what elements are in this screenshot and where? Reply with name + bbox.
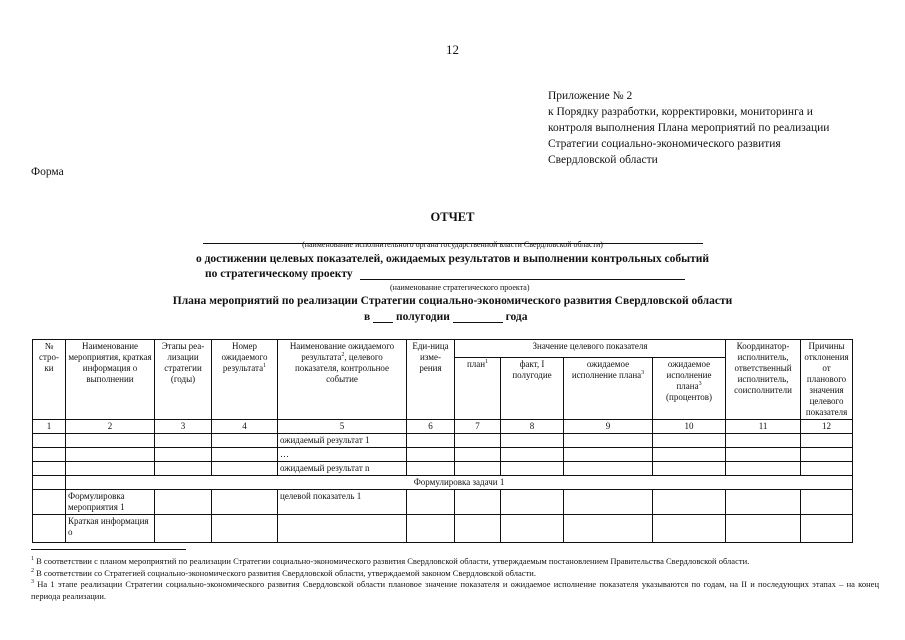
table-row <box>33 448 853 462</box>
header-cell: Наименование ожидаемого результата$^2$, целевого показателя, контрольное событие <box>278 340 407 420</box>
header-cell: Координатор-исполнитель, ответственный исполнитель, соисполнители <box>726 340 801 420</box>
expected-result-cell: ожидаемый результат n <box>278 462 407 476</box>
project-blank <box>360 269 685 280</box>
brief-info-cell: Краткая информация о <box>66 515 155 543</box>
number-cell: 7 <box>455 420 501 434</box>
table-row <box>33 462 853 476</box>
period-in: в <box>364 311 371 323</box>
footnote-divider <box>31 549 186 550</box>
number-cell: 6 <box>407 420 455 434</box>
table-row <box>33 515 853 543</box>
plan-line: Плана мероприятий по реализации Стратегии социально-экономического развития Свердловской области <box>172 295 733 307</box>
header-cell: Причины отклонения от планового значения целевого показателя <box>801 340 853 420</box>
number-cell: 4 <box>212 420 278 434</box>
appendix-line: контроля выполнения Плана мероприятий по реализации <box>548 122 830 134</box>
header-group-cell: Значение целевого показателя <box>455 340 726 358</box>
page-number: 12 <box>446 42 459 57</box>
number-cell: 9 <box>564 420 653 434</box>
form-label: Форма <box>31 166 64 178</box>
ellipsis-cell: … <box>278 448 407 462</box>
task-row <box>33 476 853 490</box>
number-cell: 12 <box>801 420 853 434</box>
table-row <box>33 490 853 515</box>
report-table <box>32 339 853 543</box>
appendix-line: Свердловской области <box>548 154 658 166</box>
header-cell: Наименование мероприятия, краткая информация о выполнении <box>66 340 155 420</box>
year-blank <box>453 312 503 323</box>
project-label: по стратегическому проекту <box>205 268 353 280</box>
header-cell: ожидаемое исполнение плана$^3$ (процентов) <box>653 358 726 420</box>
task-formulation-cell: Формулировка задачи 1 <box>66 476 853 490</box>
period-line <box>364 311 528 323</box>
number-row <box>33 420 853 434</box>
authority-caption: (наименование исполнительного органа государственной власти Свердловской области) <box>302 240 603 249</box>
header-row <box>33 340 853 358</box>
project-line <box>205 268 685 280</box>
appendix-line: к Порядку разработки, корректировки, мониторинга и <box>548 106 813 118</box>
appendix-line: Стратегии социально-экономического развития <box>548 138 781 150</box>
header-cell: Номер ожидаемого результата$^1$ <box>212 340 278 420</box>
event-formulation-cell: Формулировка мероприятия 1 <box>66 490 155 515</box>
header-cell: ожидаемое исполнение плана$^3$ <box>564 358 653 420</box>
number-cell: 5 <box>278 420 407 434</box>
footnote: $^3$ На 1 этапе реализации Стратегии социально-экономического развития Свердловской области плановое значение показателя и ожидаемое исполнение показателя указываются по годам, на II и последующих этапах – на конец периода реализации. <box>31 579 880 601</box>
header-cell: план$^1$ <box>455 358 501 420</box>
period-half: полугодии <box>395 311 450 323</box>
expected-result-cell: ожидаемый результат 1 <box>278 434 407 448</box>
project-caption: (наименование стратегического проекта) <box>390 283 530 292</box>
number-cell: 2 <box>66 420 155 434</box>
number-cell: 3 <box>155 420 212 434</box>
header-cell: Еди-ница изме-рения <box>407 340 455 420</box>
footnote: $^2$ В соответствии со Стратегией социально-экономического развития Свердловской области, утверждаемой законом Свердловской области. <box>31 567 536 578</box>
report-subject: о достижении целевых показателей, ожидаемых результатов и выполнении контрольных событий <box>195 253 710 265</box>
table-row <box>33 434 853 448</box>
appendix-block <box>548 88 829 168</box>
half-blank <box>373 312 393 323</box>
header-cell: Этапы реа-лизации стратегии (годы) <box>155 340 212 420</box>
header-cell: № стро-ки <box>33 340 66 420</box>
number-cell: 10 <box>653 420 726 434</box>
target-indicator-cell: целевой показатель 1 <box>278 490 407 515</box>
footnote: $^1$ В соответствии с планом мероприятий по реализации Стратегии социально-экономического развития Свердловской области, утверждаемым постановлением Правительства Свердловской области. <box>31 556 750 566</box>
footnotes <box>31 556 879 602</box>
period-year: года <box>505 311 528 323</box>
number-cell: 8 <box>501 420 564 434</box>
appendix-line: Приложение № 2 <box>548 90 633 102</box>
number-cell: 11 <box>726 420 801 434</box>
number-cell: 1 <box>33 420 66 434</box>
report-title: ОТЧЕТ <box>430 210 475 224</box>
header-cell: факт, I полугодие <box>501 358 564 420</box>
